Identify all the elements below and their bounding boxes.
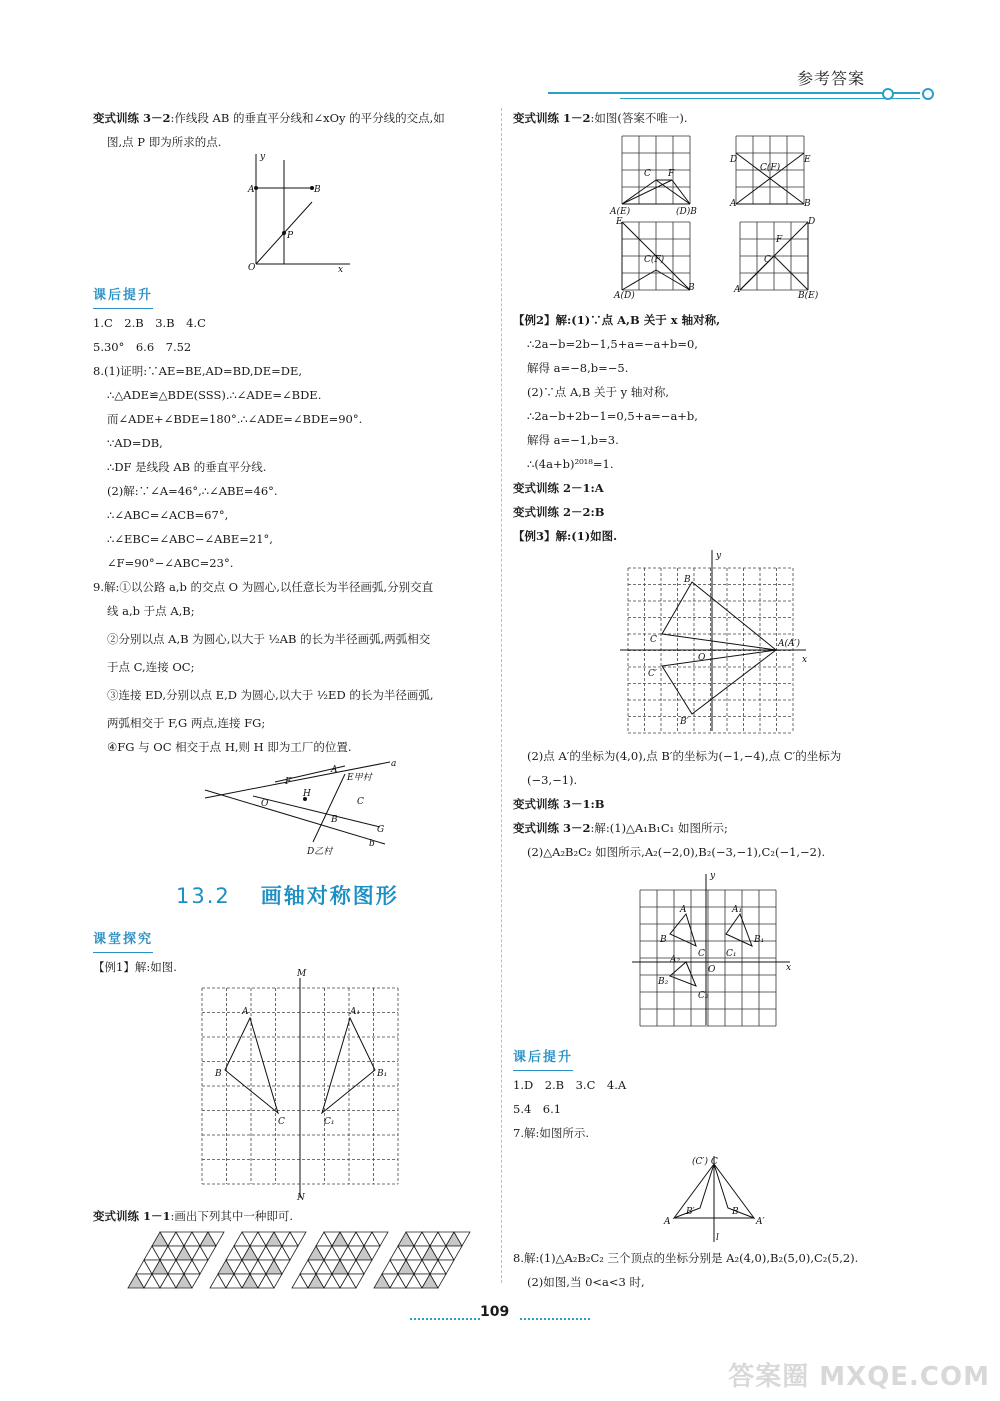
figure-example1-grid — [200, 969, 400, 1203]
text-line: 变式训练 3－2:作线段 AB 的垂直平分线和∠xOy 的平分线的交点,如 — [93, 111, 445, 125]
text-line: 变式训练 2－1:A — [513, 481, 604, 495]
left-column-footer — [93, 1204, 493, 1228]
label-c': C′ — [648, 669, 657, 679]
label-a: A — [242, 1007, 249, 1017]
label-db: (D)B — [676, 207, 697, 217]
text-line: ∴2a−b+2b−1=0,5+a=−a+b, — [527, 409, 698, 423]
label-y: y — [716, 551, 722, 561]
page-number-dots — [520, 1318, 590, 1320]
label-d: D — [730, 155, 738, 165]
label-b: B — [314, 185, 321, 195]
text-line: (2)解:∵∠A=46°,∴∠ABE=46°. — [107, 484, 278, 498]
label-c'c: (C′) C — [692, 1157, 718, 1167]
text-line: (−3,−1). — [527, 773, 578, 787]
text-line: 1.D 2.B 3.C 4.A — [513, 1078, 627, 1092]
text-line: ∴△ADE≌△BDE(SSS).∴∠ADE=∠BDE. — [107, 388, 322, 402]
label-c: C — [278, 1117, 285, 1127]
construction-line — [622, 180, 672, 204]
text-line: 9.解:①以公路 a,b 的交点 O 为圆心,以任意长为半径画弧,分别交直 — [93, 580, 434, 594]
left-column — [93, 106, 493, 154]
text-line: ∠F=90°−∠ABC=23°. — [107, 556, 234, 570]
label-c: C — [650, 635, 657, 645]
text-line: 变式训练 1－1:画出下列其中一种即可. — [93, 1209, 294, 1223]
text-line: ∴∠ABC=∠ACB=67°, — [107, 508, 229, 522]
label-e: E甲村 — [347, 773, 372, 783]
right-column-q8 — [513, 1246, 933, 1294]
text-line: 变式训练 3－1:B — [513, 797, 605, 811]
label-f: F — [285, 777, 292, 787]
text-line: (2)∵点 A,B 关于 y 轴对称, — [527, 385, 669, 399]
right-column — [513, 106, 933, 130]
label-b: B — [215, 1069, 222, 1079]
left-column-answers — [93, 280, 493, 759]
triangle-abc — [225, 1018, 278, 1113]
label-f: F — [668, 169, 675, 179]
text-line: ∴DF 是线段 AB 的垂直平分线. — [107, 460, 267, 474]
label-be: B(E) — [798, 291, 819, 301]
header-dot-icon — [882, 88, 894, 100]
label-b: B — [331, 815, 338, 825]
page-number: 109 — [480, 1304, 510, 1320]
label-b: B — [684, 575, 691, 585]
label-b2: B₂ — [658, 977, 669, 987]
text-line: ∴2a−b=2b−1,5+a=−a+b=0, — [527, 337, 698, 351]
text-line: 解得 a=−8,b=−5. — [527, 361, 629, 375]
chapter-number: 13.2 — [176, 884, 231, 908]
header-dot-icon — [922, 88, 934, 100]
label-e2: E — [616, 217, 623, 227]
figure-example3-coordinate-grid — [628, 551, 808, 731]
text-line: 【例1】解:如图. — [93, 960, 177, 974]
label-b1: B₁ — [754, 935, 765, 945]
label-n: N — [297, 1193, 305, 1203]
text-line: 变式训练 2－2:B — [513, 505, 605, 519]
text-line: 两弧相交于 F,G 两点,连接 FG; — [107, 716, 266, 730]
label-c1: C₁ — [324, 1117, 335, 1127]
text-line: 图,点 P 即为所求的点. — [107, 135, 222, 149]
triangle-a'b'c' — [662, 650, 776, 714]
text-line: ∴(4a+b)²⁰¹⁸=1. — [527, 457, 614, 471]
text-line: 1.C 2.B 3.B 4.C — [93, 316, 206, 330]
figure-roads — [205, 759, 405, 862]
label-c: C — [644, 169, 651, 179]
label-ae: A(E) — [610, 207, 631, 217]
label-c2: C — [764, 255, 771, 265]
figure-bisector — [240, 152, 360, 275]
text-line: 于点 C,连接 OC; — [107, 660, 195, 674]
label-p: P — [287, 231, 294, 241]
label-b: B — [732, 1207, 739, 1217]
text-line: ③连接 ED,分别以点 E,D 为圆心,以大于 ½ED 的长为半径画弧, — [107, 688, 434, 702]
figure-triangle-lattices — [128, 1232, 468, 1292]
label-d2: D — [808, 217, 816, 227]
text-line: 【例2】解:(1)∵点 A,B 关于 x 轴对称, — [513, 313, 721, 327]
label-m: M — [297, 969, 307, 979]
header-rule — [548, 92, 920, 94]
chapter-title: 画轴对称图形 — [260, 884, 399, 908]
label-a2: A — [734, 285, 741, 295]
label-a: A — [664, 1217, 671, 1227]
text-line: (2)△A₂B₂C₂ 如图所示,A₂(−2,0),B₂(−3,−1),C₂(−1,−2). — [527, 845, 826, 859]
label-b2: B — [688, 283, 695, 293]
label-b: B — [804, 199, 811, 209]
label-b': B′ — [686, 1207, 695, 1217]
text-line: 解得 a=−1,b=3. — [527, 433, 619, 447]
right-column-ex2 — [513, 308, 933, 548]
label-b1: B₁ — [377, 1069, 388, 1079]
text-line: 【例3】解:(1)如图. — [513, 529, 618, 543]
right-column-after — [513, 1042, 933, 1145]
text-line: 5.4 6.1 — [513, 1102, 562, 1116]
section-heading: 课后提升 — [93, 284, 153, 309]
label-l: l — [716, 1233, 719, 1243]
label-y: y — [260, 152, 266, 162]
column-divider — [501, 108, 502, 1283]
right-column-ex3 — [513, 744, 933, 864]
text-line: 变式训练 3－2:解:(1)△A₁B₁C₁ 如图所示; — [513, 821, 728, 835]
label-o: O — [261, 799, 269, 809]
label-o: O — [698, 653, 706, 663]
left-column-bottom — [93, 924, 493, 979]
text-line: (2)点 A′的坐标为(4,0),点 B′的坐标为(−1,−4),点 C′的坐标为 — [527, 749, 842, 763]
figure-four-grids — [610, 136, 820, 306]
line-ed — [313, 774, 345, 842]
text-line: 8.解:(1)△A₂B₂C₂ 三个顶点的坐标分别是 A₂(4,0),B₂(5,0),C₂(5,2). — [513, 1251, 859, 1265]
label-cf: C(F) — [760, 163, 781, 173]
label-ad: A(D) — [614, 291, 635, 301]
header-title: 参考答案 — [796, 69, 865, 88]
label-b-road: b — [369, 839, 375, 849]
figure-variant32-grid — [640, 871, 792, 1025]
watermark: 答案圈 MXQE.COM — [728, 1362, 990, 1392]
label-c2: C₂ — [698, 991, 709, 1001]
label-a: A — [680, 905, 687, 915]
label-g: G — [377, 825, 385, 835]
header-rule-thin — [620, 98, 920, 99]
label-h: H — [303, 789, 311, 799]
label-c: C — [698, 949, 705, 959]
label-a: A — [730, 199, 737, 209]
label-a': A′ — [756, 1217, 765, 1227]
text-line: (2)如图,当 0<a<3 时, — [527, 1275, 645, 1289]
label-a1: A₁ — [732, 905, 743, 915]
section-heading: 课后提升 — [513, 1046, 573, 1071]
label-c: C — [357, 797, 364, 807]
figure-question7 — [660, 1152, 770, 1242]
label-e: E — [804, 155, 811, 165]
label-c1: C₁ — [726, 949, 737, 959]
text-line: ∴∠EBC=∠ABC−∠ABE=21°, — [107, 532, 273, 546]
text-line: 变式训练 1－2:如图(答案不唯一). — [513, 111, 688, 125]
label-a1: A₁ — [350, 1007, 361, 1017]
label-a2: A₂ — [670, 955, 681, 965]
label-b: B — [660, 935, 667, 945]
construction-line — [672, 180, 690, 204]
label-o: O — [708, 965, 716, 975]
point-a — [254, 186, 258, 190]
text-line: 线 a,b 于点 A,B; — [107, 604, 195, 618]
label-a: A(A′) — [778, 639, 801, 649]
text-line: ④FG 与 OC 相交于点 H,则 H 即为工厂的位置. — [107, 740, 352, 754]
label-d: D乙村 — [307, 847, 333, 857]
label-a-road: a — [391, 759, 397, 769]
page-number-dots — [410, 1318, 480, 1320]
chapter-heading — [176, 880, 399, 910]
text-line: 而∠ADE+∠BDE=180°.∴∠ADE=∠BDE=90°. — [107, 412, 363, 426]
text-line: 8.(1)证明:∵AE=BE,AD=BD,DE=DE, — [93, 364, 303, 378]
label-f2: F — [776, 235, 783, 245]
triangle-abc — [662, 582, 776, 650]
label-o: O — [248, 263, 256, 273]
text-line: 5.30° 6.6 7.52 — [93, 340, 192, 354]
section-heading: 课堂探究 — [93, 928, 153, 953]
label-x: x — [802, 655, 808, 665]
label-x: x — [338, 265, 344, 275]
label-a: A — [331, 765, 338, 775]
label-a: A — [248, 185, 255, 195]
label-b': B′ — [680, 717, 689, 727]
label-cf2: C(F) — [644, 255, 665, 265]
text-line: ②分别以点 A,B 为圆心,以大于 ½AB 的长为半径画弧,两弧相交 — [107, 632, 431, 646]
label-x: x — [786, 963, 792, 973]
triangle-a1b1c1 — [322, 1018, 375, 1113]
text-line: 7.解:如图所示. — [513, 1126, 590, 1140]
text-line: ∵AD=DB, — [107, 436, 163, 450]
point-p — [282, 231, 286, 235]
label-y: y — [710, 871, 716, 881]
